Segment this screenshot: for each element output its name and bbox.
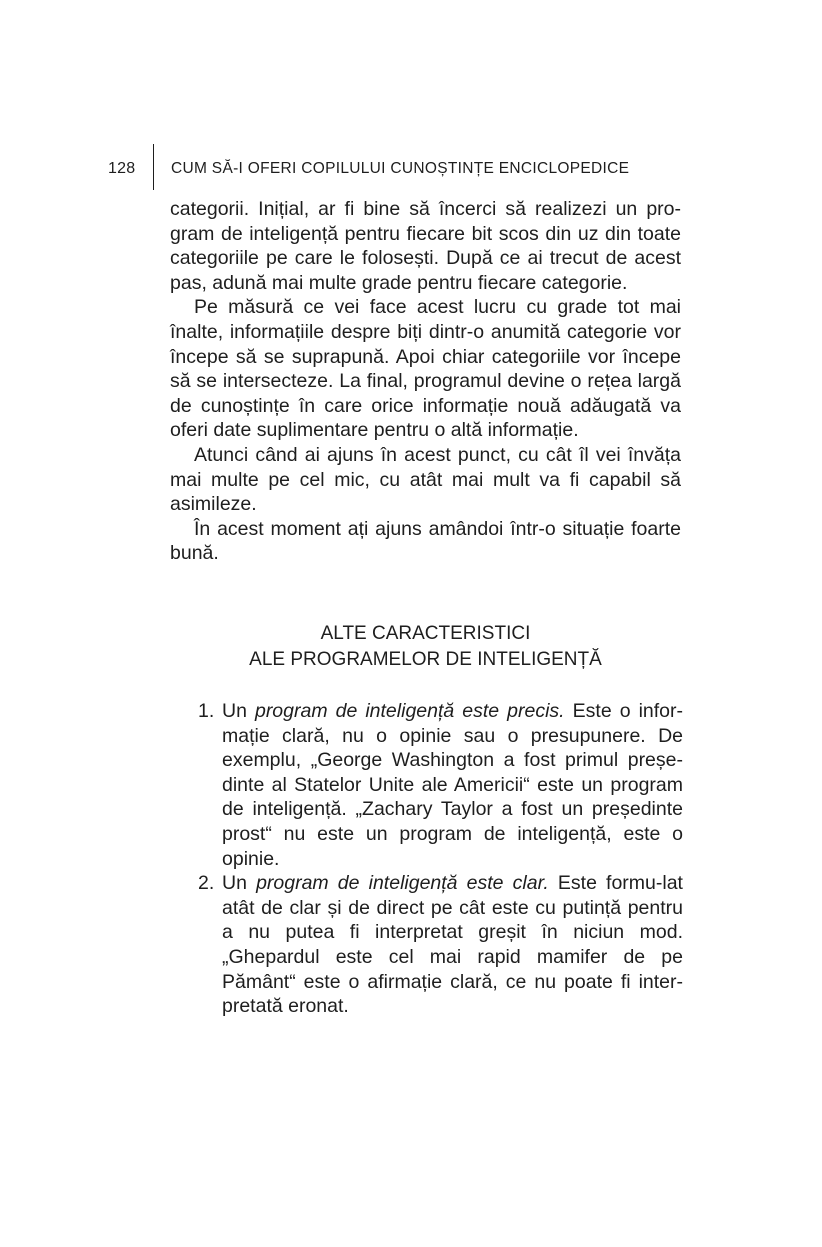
list-number-1: 1.	[198, 700, 215, 722]
characteristics-list	[198, 699, 683, 1019]
list-item-2-emphasis: program de inteligență este clar.	[256, 872, 549, 895]
list-item-2-lead: Un	[222, 872, 257, 895]
list-item-1-lead: Un	[222, 700, 255, 722]
list-item-2	[198, 871, 683, 1019]
paragraph-2: Pe măsură ce vei face acest lucru cu grade tot mai înalte, informațiile despre biți dintr-o anumită categorie vor începe să se suprapună. Apoi chiar categoriile vor începe să se intersecteze. La final, programul devine o rețea largă de cunoștințe în care orice informație nouă adăugată va oferi date suplimentare pentru o altă informație.	[170, 296, 681, 442]
list-item-1-text: Este o infor-mație clară, nu o opinie sau o presupunere. De exemplu, „George Washington a fost primul preșe-dinte al Statelor Unite ale Americii“ este un program de inteligență. „Zachary Taylor a fost un președinte prost“ nu este un program de inteligență, este o opinie.	[222, 700, 683, 870]
page-number: 128	[108, 160, 136, 177]
list-number-2: 2.	[198, 872, 215, 895]
list-item-2-text: Este formu-lat atât de clar și de direct pe cât este cu putință pentru a nu putea fi interpretat greșit în niciun mod. „Ghepardul este cel mai rapid mamifer de pe Pământ“ este o afirmație clară, ce nu poate fi inter-pretată eronat.	[222, 872, 683, 1018]
paragraph-4: În acest moment ați ajuns amândoi într-o situație foarte bună.	[170, 517, 681, 565]
running-title: CUM SĂ-I OFERI COPILULUI CUNOȘTINȚE ENCICLOPEDICE	[171, 160, 630, 177]
list-item-1-emphasis: program de inteligență este precis.	[254, 700, 565, 722]
paragraph-3: Atunci când ai ajuns în acest punct, cu cât îl vei învăța mai multe pe cel mic, cu atât mai mult va fi capabil să asimileze.	[170, 443, 681, 516]
list-item-1	[198, 699, 683, 871]
section-heading-line-1: ALTE CARACTERISTICI	[320, 623, 531, 644]
header-divider	[153, 144, 154, 190]
section-heading	[170, 621, 681, 673]
body-text	[170, 197, 681, 566]
page-header	[0, 158, 822, 182]
section-heading-line-2: ALE PROGRAMELOR DE INTELIGENȚĂ	[249, 649, 602, 670]
paragraph-1: categorii. Inițial, ar fi bine să încerci să realizezi un pro-gram de inteligență pentru fiecare bit scos din uz din toate categoriile pe care le folosești. După ce ai trecut de acest pas, adună mai multe grade pentru fiecare categorie.	[170, 198, 681, 294]
